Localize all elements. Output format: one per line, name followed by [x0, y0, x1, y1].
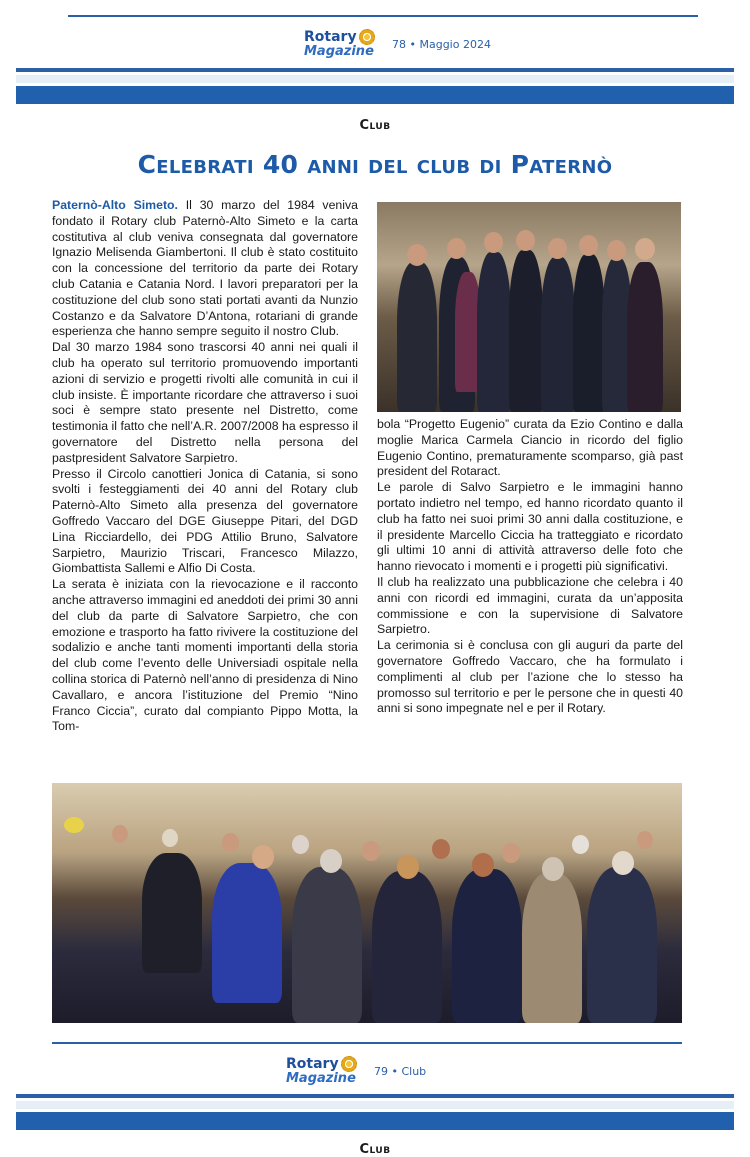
rotary-wheel-icon [359, 29, 375, 45]
article-title: Celebrati 40 anni del club di Paternò [137, 150, 613, 179]
paragraph: La cerimonia si è conclusa con gli auguri da parte del governatore Goffredo Vaccaro, che ha formulato i complimenti al club per l’azione che lo stesso ha promosso sul territorio e per le persone che in questi 40 anni si sono impegnate nel e per il Rotary. [377, 638, 683, 716]
rotary-wheel-icon [341, 1056, 357, 1072]
header-band-thin [16, 68, 734, 72]
article-column-left [52, 198, 358, 735]
header-band-gap [16, 75, 734, 83]
paragraph: Paternò-Alto Simeto. Il 30 marzo del 1984 veniva fondato il Rotary club Paternò-Alto Simeto e la carta costitutiva al club veniva consegnata dal governatore Ignazio Melisenda Giambertoni. Il club è stato costituito con la concessione del territorio da parte dei Rotary club Catania e Catania Nord. I lavori preparatori per la costituzione del club sono stati portati avanti da Nunzio Costanzo e da Salvatore D’Antona, rotariani di grande esperienza che hanno sempre seguito il nostro Club. [52, 198, 358, 339]
audience-photo [52, 783, 682, 1023]
rotary-magazine-logo: Rotary Magazine [286, 1055, 356, 1086]
rotary-magazine-logo: Rotary Magazine [304, 28, 374, 59]
article-lead-in: Paternò-Alto Simeto. [52, 198, 178, 212]
header-band-thin [16, 1094, 734, 1098]
paragraph: Dal 30 marzo 1984 sono trascorsi 40 anni nei quali il club ha operato sul territorio promuovendo importanti azioni di servizio e progetti rivolti alle comunità in cui il club insiste. È importante ricordare che attraverso i suoi soci è sempre stato presente nel Distretto, come testimonia il fatto che nell’A.R. 2007/2008 ha espresso il governatore del Distretto nella persona del pastpresident Salvatore Sarpietro. [52, 340, 358, 465]
paragraph: La serata è iniziata con la rievocazione e il racconto anche attraverso immagini ed aneddoti dei primi 30 anni del club da parte di Salvatore Sarpietro, che con emozione e trasporto ha fatto rivivere la costituzione del sodalizio e anche tanti momenti importanti della storia del club come l’evento delle Universiadi ospitale nella collina storica di Paternò nell’anno di presidenza di Nino Cavallaro, e ancora l’istituzione del Premio “Nino Franco Ciccia”, curato dal compianto Pippo Motta, la Tom- [52, 577, 358, 734]
section-label: Club [359, 118, 391, 133]
header-band-thick [16, 1112, 734, 1130]
paragraph: Le parole di Salvo Sarpietro e le immagini hanno portato indietro nel tempo, ed hanno ricordato quanto il club ha fatto nei suoi primi 30 anni dalla costituzione, e il presidente Marcello Ciccia ha tratteggiato e ricordato gli ultimi 10 anni di attività attraverso delle foto che hanno rievocato i momenti e i progetti più significativi. [377, 480, 683, 574]
footer-rule [52, 1042, 682, 1044]
page-number: 78 • Maggio 2024 [392, 38, 491, 51]
article-column-right [377, 417, 683, 717]
paragraph: bola “Progetto Eugenio” curata da Ezio Contino e dalla moglie Marica Carmela Ciancio in ricordo del figlio Eugenio Contino, prematuramente scomparso, già past president del Rotaract. [377, 417, 683, 479]
group-photo [377, 202, 681, 412]
header-band-thick [16, 86, 734, 104]
page-number: 79 • Club [374, 1065, 427, 1078]
paragraph: Presso il Circolo canottieri Jonica di Catania, si sono svolti i festeggiamenti dei 40 anni del Rotary club Paternò-Alto Simeto alla presenza del governatore Goffredo Vaccaro del DGE Giuseppe Pitari, del DGD Lina Ricciardello, dei PDG Attilio Bruno, Salvatore Sarpietro, Maurizio Triscari, Francesco Milazzo, Giombattista Sallemi e Alfio Di Costa. [52, 466, 358, 576]
header-band-gap [16, 1101, 734, 1109]
paragraph: Il club ha realizzato una pubblicazione che celebra i 40 anni con ricordi ed immagini, curata da un’apposita commissione e con la supervisione di Salvatore Sarpietro. [377, 574, 683, 637]
header-rule [68, 15, 698, 17]
section-label: Club [359, 1142, 391, 1157]
